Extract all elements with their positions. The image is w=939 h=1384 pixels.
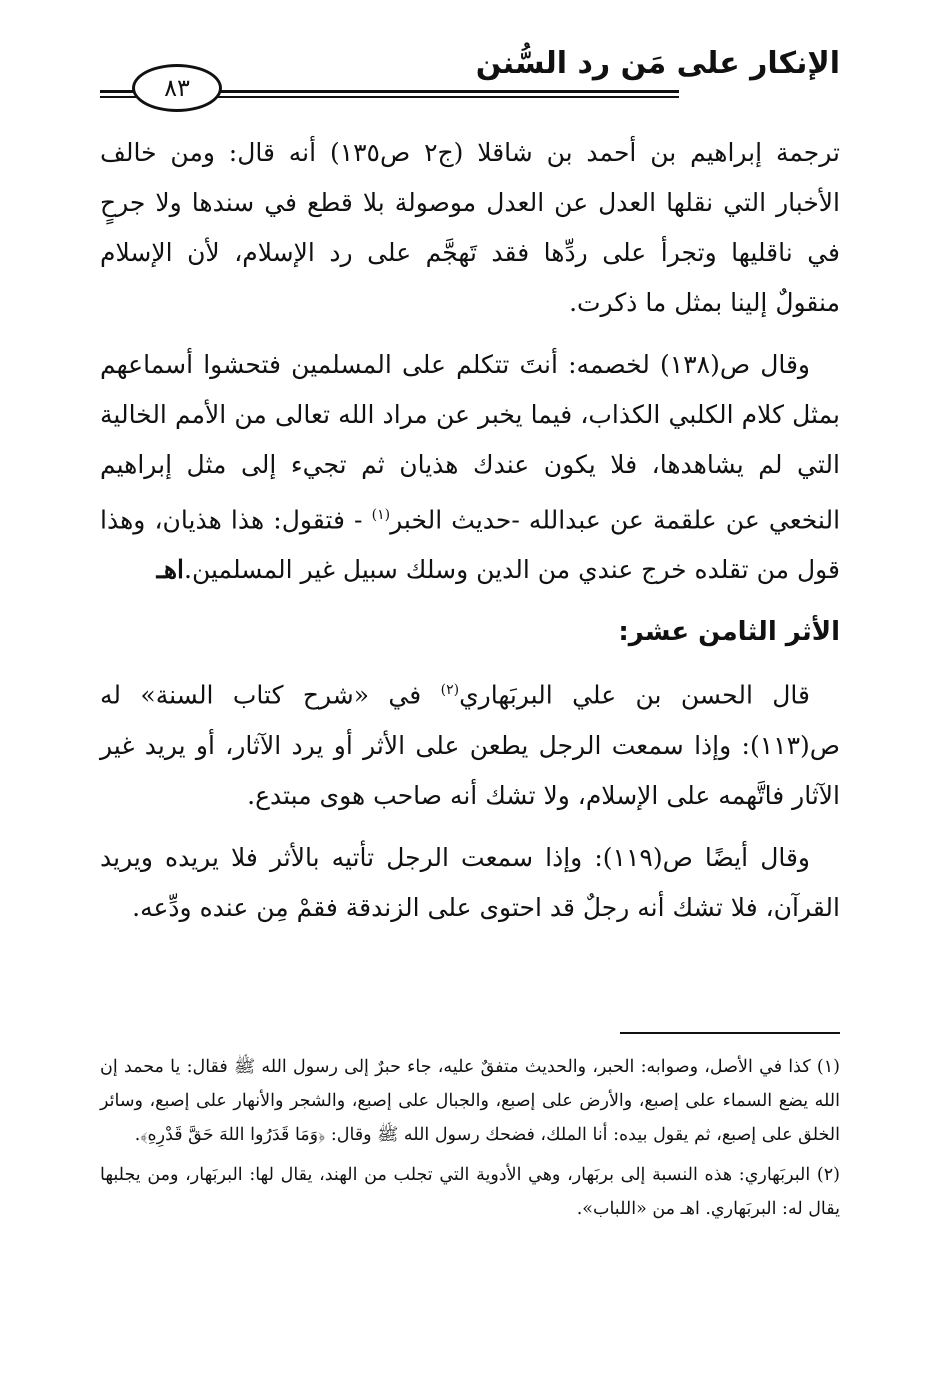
paragraph-3-part-b: في «شرح كتاب السنة» له ص(١١٣): وإذا سمعت الرجل يطعن على الأثر أو يرد الآثار، أو يريد غير الآثار فاتَّهمه على الإسلام، ولا تشك أنه صاحب هوى مبتدع. <box>100 680 840 810</box>
paragraph-2 <box>100 340 840 595</box>
paragraph-2-end-mark: اهـ <box>156 555 185 585</box>
section-heading: الأثر الثامن عشر: <box>618 617 840 648</box>
footnotes <box>100 1050 840 1232</box>
paragraph-1: ترجمة إبراهيم بن أحمد بن شاقلا (ج٢ ص١٣٥) أنه قال: ومن خالف الأخبار التي نقلها العدل عن العدل موصولة بلا قطع في سندها ولا جرحٍ في ناقليها وتجرأ على ردِّها فقد تَهجَّم على رد الإسلام، لأن الإسلام منقولٌ إلينا بمثل ما ذكرت. <box>100 138 841 317</box>
footnote-ref-1: (١) <box>371 507 391 523</box>
footnote-2: (٢) البربَهاري: هذه النسبة إلى بربَهار، وهي الأدوية التي تجلب من الهند، يقال لها: البربَهار، ومن يجلبها يقال له: البربَهاري. اهـ من «اللباب». <box>100 1165 840 1219</box>
page-number: ٨٣ <box>164 74 190 102</box>
paragraph-3 <box>100 665 840 820</box>
footnote-1: (١) كذا في الأصل، وصوابه: الحبر، والحديث متفقٌ عليه، جاء حبرٌ إلى رسول الله ﷺ فقال: يا محمد إن الله يضع السماء على إصبع، والأرض على إصبع، والجبال على إصبع، والشجر والأنهار على إصبع، وسائر الخلق على إصبع، ثم يقول بيده: أنا الملك، فضحك رسول الله ﷺ وقال: ﴿وَمَا قَدَرُوا اللهَ حَقَّ قَدْرِهِ﴾. <box>100 1057 840 1145</box>
paragraph-2-part-b: - فتقول: هذا هذيان، وهذا قول من تقلده خرج عندي من الدين وسلك سبيل غير المسلمين. <box>100 505 840 585</box>
footnote-rule <box>620 1032 840 1034</box>
page-number-oval <box>132 64 222 112</box>
footnote-ref-2: (٢) <box>440 682 460 699</box>
paragraph-3-part-a: قال الحسن بن علي البربَهاري <box>459 680 810 710</box>
running-title: الإنكار على مَن رد السُّنن <box>475 46 840 81</box>
body-text <box>100 128 840 945</box>
paragraph-4: وقال أيضًا ص(١١٩): وإذا سمعت الرجل تأتيه بالأثر فلا يريده ويريد القرآن، فلا تشك أنه رجلٌ قد احتوى على الزندقة فقمْ مِن عنده ودِّعه. <box>100 842 840 922</box>
paragraph-2-part-a: وقال ص(١٣٨) لخصمه: أنتَ تتكلم على المسلمين فتحشوا أسماعهم بمثل كلام الكلبي الكذاب، فيما يخبر عن مراد الله تعالى من الأمم الخالية التي لم يشاهدها، فلا يكون عندك هذيان ثم تجيء إلى مثل إبراهيم النخعي عن علقمة عن عبدالله -حديث الخبر <box>100 350 841 535</box>
